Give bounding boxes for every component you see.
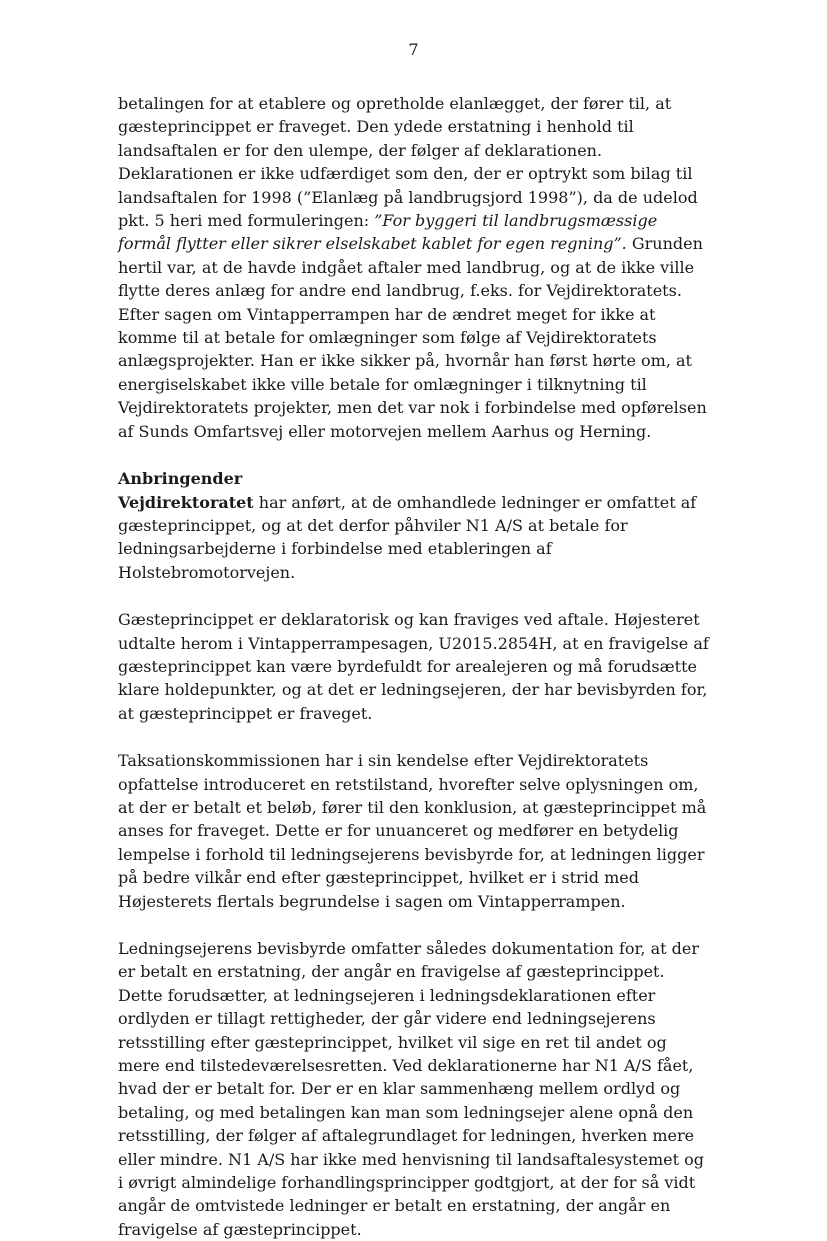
intro-text-before-quote: betalingen for at etablere og opretholde elanlægget, der fører til, at gæsteprincippet er fraveget. Den ydede erstatning i henhold til landsaftalen er for den ulempe, der følger af deklarationen. Deklarationen er ikke udfærdiget som den, der er optrykt som bilag til landsaftalen for 1998 (”Elanlæg på landbrugsjord 1998”), da de udelod pkt. 5 heri med formuleringen:: [118, 94, 698, 231]
paragraph-bevisbyrde: Ledningsejerens bevisbyrde omfatter således dokumentation for, at der er betalt en erstatning, der angår en fravigelse af gæsteprincippet. Dette forudsætter, at ledningsejeren i ledningsdeklarationen efter ordlyden er tillagt rettigheder, der går videre end ledningsejerens retsstilling efter gæsteprincippet, hvilket vil sige en ret til andet og mere end tilstedeværelsesretten. Ved deklarationerne har N1 A/S fået, hvad der er betalt for. Der er en klar sammenhæng mellem ordlyd og betaling, og med betalingen kan man som ledningsejer alene opnå den retsstilling, der følger af aftalegrundlaget for ledningen, hverken mere eller mindre. N1 A/S har ikke med henvisning til landsaftalesystemet og i øvrigt almindelige forhandlingsprincipper godtgjort, at der for så vidt angår de omtvistede ledninger er betalt en erstatning, der angår en fravigelse af gæsteprincippet.: [118, 939, 704, 1239]
document-body: [118, 92, 710, 1241]
paragraph-intro: [118, 92, 710, 443]
paragraph-vejdirektoratet: [118, 491, 710, 585]
paragraph-gap: [118, 725, 710, 749]
paragraph-gap: [118, 443, 710, 467]
paragraph-gap: [118, 913, 710, 937]
page-number: 7: [408, 40, 419, 59]
quoted-clause: ”For byggeri til landbrugsmæssige formål flytter eller sikrer elselskabet kablet for egen regning”.: [118, 211, 658, 254]
party-name-bold: Vejdirektoratet: [118, 492, 254, 512]
paragraph-taksationskommissionen: Taksationskommissionen har i sin kendelse efter Vejdirektoratets opfattelse introduceret en retstilstand, hvorefter selve oplysningen om, at der er betalt et beløb, fører til den konklusion, at gæsteprincippet må anses for fraveget. Dette er for unuanceret og medfører en betydelig lempelse i forhold til ledningsejerens bevisbyrde for, at ledningen ligger på bedre vilkår end efter gæsteprincippet, hvilket er i strid med Højesterets flertals begrundelse i sagen om Vintapperrampen.: [118, 751, 707, 911]
paragraph-vejdirektoratet-text: har anført, at de omhandlede ledninger er omfattet af gæsteprincippet, og at det derfor påhviler N1 A/S at betale for ledningsarbejderne i forbindelse med etableringen af Holstebromotorvejen.: [118, 492, 697, 582]
paragraph-gap: [118, 584, 710, 608]
section-heading: Anbringender: [118, 469, 243, 489]
paragraph-gaesteprincippet: Gæsteprincippet er deklaratorisk og kan fraviges ved aftale. Højesteret udtalte herom i Vintapperrampesagen, U2015.2854H, at en fravigelse af gæsteprincippet kan være byrdefuldt for arealejeren og må forudsætte klare holdepunkter, og at det er ledningsejeren, der har bevisbyrden for, at gæsteprincippet er fraveget.: [118, 610, 709, 723]
intro-text-after-quote: Grunden hertil var, at de havde indgået aftaler med landbrug, og at de ikke ville flytte deres anlæg for andre end landbrug, f.eks. for Vejdirektoratets. Efter sagen om Vintapperrampen har de ændret meget for ikke at komme til at betale for omlægninger som følge af Vejdirektoratets anlægsprojekter. Han er ikke sikker på, hvornår han først hørte om, at energiselskabet ikke ville betale for omlægninger i tilknytning til Vejdirektoratets projekter, men det var nok i forbindelse med opførelsen af Sunds Omfartsvej eller motorvejen mellem Aarhus og Herning.: [118, 234, 707, 441]
